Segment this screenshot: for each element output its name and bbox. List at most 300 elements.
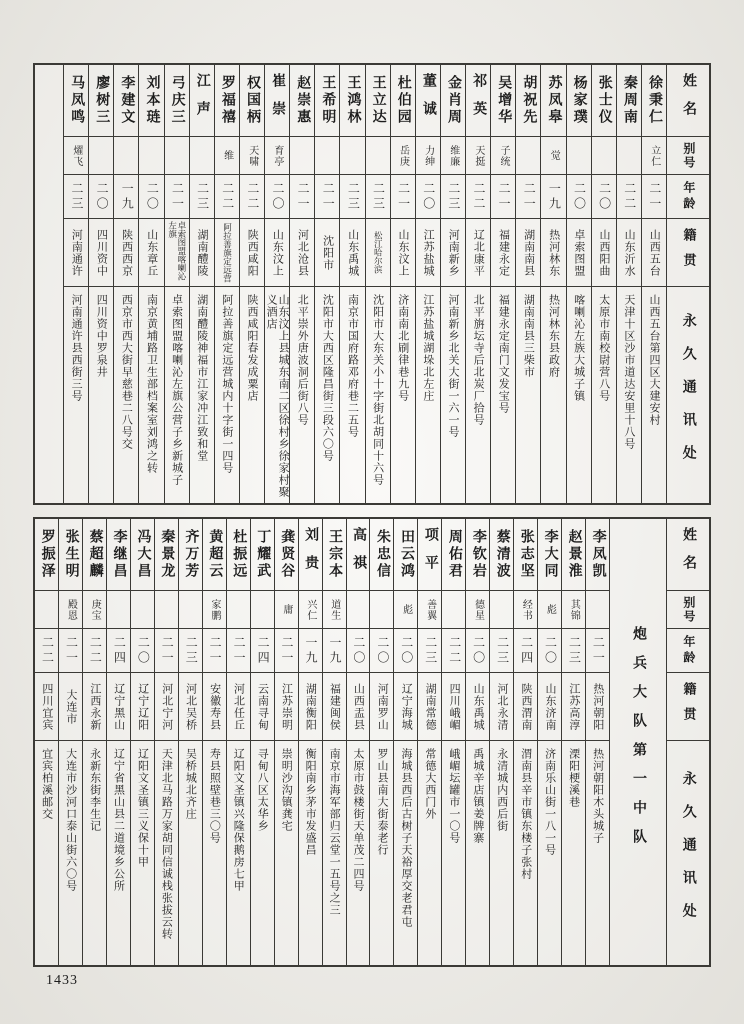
entry-native: 江苏盐城 xyxy=(416,219,440,287)
entry-age: 二〇 xyxy=(538,629,561,673)
entry-alias: 维 xyxy=(215,137,239,175)
entry-name: 赵崇惠 xyxy=(290,65,314,137)
roster-entry-column xyxy=(106,519,130,965)
roster-entry-column xyxy=(390,65,415,503)
entry-alias xyxy=(107,591,130,629)
roster-entry-column xyxy=(566,65,591,503)
entry-name: 李继昌 xyxy=(107,519,130,591)
entry-address: 山东汶上县城东南二区徐村乡徐家村聚义酒店 xyxy=(265,294,290,498)
entry-name: 李钦岩 xyxy=(466,519,489,591)
entry-address: 福建永定南门文发宝号 xyxy=(497,294,510,414)
roster-entry-column xyxy=(322,519,346,965)
entry-alias xyxy=(251,591,274,629)
entry-name: 王希明 xyxy=(315,65,339,137)
entry-age: 二三 xyxy=(190,175,214,219)
entry-address: 湖南醴陵神福市江家冲江致和堂 xyxy=(195,294,208,462)
entry-native: 河北沧县 xyxy=(290,219,314,287)
entry-alias: 天啸 xyxy=(240,137,264,175)
entry-age: 二一 xyxy=(516,175,540,219)
entry-age: 二一 xyxy=(155,629,178,673)
entry-alias: 育亭 xyxy=(265,137,289,175)
entry-alias: 道生 xyxy=(323,591,346,629)
roster-entry-column xyxy=(489,519,513,965)
entry-alias: 立仁 xyxy=(642,137,666,175)
entry-address: 喀喇沁左族大城子镇 xyxy=(572,294,585,402)
entry-age: 一九 xyxy=(114,175,138,219)
entry-name: 李建文 xyxy=(114,65,138,137)
entry-address: 北平崇外唐波洞后街八号 xyxy=(296,294,309,426)
entry-age: 一九 xyxy=(541,175,565,219)
entry-native: 湖南衡阳 xyxy=(299,673,322,741)
entry-native: 河北吴桥 xyxy=(179,673,202,741)
roster-entry-column xyxy=(154,519,178,965)
entry-native: 卓索图盟 xyxy=(567,219,591,287)
entry-age: 二三 xyxy=(340,175,364,219)
entry-native: 山西阳曲 xyxy=(592,219,616,287)
entry-address: 峨嵋坛罐市一〇号 xyxy=(447,748,460,844)
roster-entry-column xyxy=(515,65,540,503)
entry-age: 二一 xyxy=(227,629,250,673)
entry-native: 四川峨嵋 xyxy=(442,673,465,741)
unit-column xyxy=(609,519,666,965)
entry-native: 陕西西京 xyxy=(114,219,138,287)
entry-native: 江西永新 xyxy=(83,673,106,741)
entry-native: 山东汶上 xyxy=(391,219,415,287)
roster-entry-column xyxy=(250,519,274,965)
entry-name: 杨家璞 xyxy=(567,65,591,137)
entry-native: 福建闽侯 xyxy=(323,673,346,741)
entry-address: 崇明沙沟镇龚宅 xyxy=(280,748,293,832)
entry-name: 李大同 xyxy=(538,519,561,591)
header-address: 永久通讯处 xyxy=(680,312,696,478)
roster-entry-column xyxy=(561,519,585,965)
entry-age: 二一 xyxy=(290,175,314,219)
entry-native: 山东禹城 xyxy=(466,673,489,741)
entry-alias xyxy=(347,591,370,629)
entry-address: 辽宁省黑山县二道境乡公所 xyxy=(112,748,125,892)
entry-name: 赵景淮 xyxy=(562,519,585,591)
roster-entry-column xyxy=(585,519,609,965)
unit-label: 炮兵大队第一中队 xyxy=(631,626,646,858)
entry-native: 辽宁海城 xyxy=(394,673,417,741)
entry-name: 董诚 xyxy=(416,65,440,137)
entry-alias xyxy=(114,137,138,175)
entry-address: 衡阳南乡茅市发盛昌 xyxy=(304,748,317,856)
roster-entry-column xyxy=(58,519,82,965)
entry-age: 二一 xyxy=(315,175,339,219)
roster-entry-column xyxy=(113,65,138,503)
entry-native: 湖南常德 xyxy=(418,673,441,741)
entry-address: 常德大西门外 xyxy=(423,748,436,820)
entry-name: 王立达 xyxy=(366,65,390,137)
entry-alias: 家鹏 xyxy=(203,591,226,629)
entry-name: 杜伯园 xyxy=(391,65,415,137)
entry-name: 胡祝先 xyxy=(516,65,540,137)
entry-native: 辽宁辽阳 xyxy=(131,673,154,741)
entry-address: 河南新乡北关大街一六一号 xyxy=(446,294,459,438)
roster-entry-column xyxy=(440,65,465,503)
entry-age: 二一 xyxy=(491,175,515,219)
entry-native: 河南罗山 xyxy=(370,673,393,741)
entry-age: 二〇 xyxy=(370,629,393,673)
entry-age: 二二 xyxy=(240,175,264,219)
roster-entry-column xyxy=(239,65,264,503)
entry-address: 热河林东县政府 xyxy=(547,294,560,378)
entry-name: 张士仪 xyxy=(592,65,616,137)
entry-native: 山西五台 xyxy=(642,219,666,287)
roster-entry-column xyxy=(88,65,113,503)
entry-native: 四川资中 xyxy=(89,219,113,287)
entry-native: 福建永定 xyxy=(491,219,515,287)
entry-native: 沈阳市 xyxy=(315,219,339,287)
entry-alias xyxy=(516,137,540,175)
entry-name: 徐秉仁 xyxy=(642,65,666,137)
entry-address: 西京市西大街早慈巷二八号交 xyxy=(120,294,133,450)
header-address: 永久通讯处 xyxy=(680,770,696,936)
header-native: 籍贯 xyxy=(667,219,709,287)
entry-address: 南京市国府路邓府巷二五号 xyxy=(346,294,359,438)
entry-age: 二〇 xyxy=(567,175,591,219)
entry-native: 陕西渭南 xyxy=(514,673,537,741)
entry-age: 二一 xyxy=(165,175,189,219)
entry-age: 二二 xyxy=(466,175,490,219)
entry-address: 寿县照壁巷三〇号 xyxy=(208,748,221,844)
entry-name: 李凤凯 xyxy=(586,519,609,591)
entry-native: 江苏崇明 xyxy=(275,673,298,741)
entry-address: 永新东街李生记 xyxy=(88,748,101,832)
roster-entry-column xyxy=(417,519,441,965)
entry-age: 二二 xyxy=(442,629,465,673)
entry-address: 北平旃坛寺后北炭厂拾号 xyxy=(472,294,485,426)
entry-name: 江声 xyxy=(190,65,214,137)
entry-native: 山东章丘 xyxy=(139,219,163,287)
header-column xyxy=(666,65,709,503)
entry-alias xyxy=(315,137,339,175)
entry-age: 二一 xyxy=(391,175,415,219)
entry-name: 弓庆三 xyxy=(165,65,189,137)
entry-age: 二四 xyxy=(107,629,130,673)
entry-name: 马凤鸣 xyxy=(64,65,88,137)
entry-address: 辽阳文圣镇三义保十甲 xyxy=(136,748,149,868)
header-native: 籍贯 xyxy=(667,673,709,741)
entry-native: 大连市 xyxy=(59,673,82,741)
entry-native: 河北宁河 xyxy=(155,673,178,741)
entry-name: 罗振泽 xyxy=(35,519,58,591)
header-alias: 别号 xyxy=(667,137,709,175)
entry-address: 罗山县南大街泰老行 xyxy=(376,748,388,856)
entry-name: 朱忠信 xyxy=(370,519,393,591)
entry-age: 二〇 xyxy=(592,175,616,219)
entry-alias xyxy=(617,137,641,175)
roster-entry-column xyxy=(274,519,298,965)
entry-name: 田云鸿 xyxy=(394,519,417,591)
entry-address: 永清城内西后街 xyxy=(495,748,508,832)
roster-entry-column xyxy=(264,65,289,503)
entry-age: 二三 xyxy=(490,629,513,673)
roster-entry-column xyxy=(202,519,226,965)
entry-alias: 子统 xyxy=(491,137,515,175)
entry-name: 秦景龙 xyxy=(155,519,178,591)
entry-age: 一九 xyxy=(323,629,346,673)
header-age: 年龄 xyxy=(667,175,709,219)
entry-alias: 庸 xyxy=(275,591,298,629)
roster-entry-column xyxy=(82,519,106,965)
entry-address: 河南通许县西街三号 xyxy=(70,294,83,402)
entry-address: 南京市海军部归云堂一五号之三 xyxy=(328,748,341,916)
roster-table-bottom xyxy=(33,517,711,967)
entry-alias: 岳庚 xyxy=(391,137,415,175)
entry-name: 祁英 xyxy=(466,65,490,137)
entry-alias xyxy=(227,591,250,629)
roster-entry-column xyxy=(189,65,214,503)
entry-age: 二三 xyxy=(418,629,441,673)
entry-native: 陕西咸阳 xyxy=(240,219,264,287)
entry-alias xyxy=(165,137,189,175)
entry-address: 卓索图盟喀喇沁左旗公营子乡新城子 xyxy=(170,294,183,486)
entry-age: 一九 xyxy=(299,629,322,673)
entry-alias xyxy=(366,137,390,175)
entry-address: 济南乐山街一八一号 xyxy=(543,748,556,856)
entry-name: 刘本琏 xyxy=(139,65,163,137)
entry-address: 济南南北刷律巷九号 xyxy=(396,294,409,402)
entry-age: 二一 xyxy=(642,175,666,219)
entry-alias xyxy=(190,137,214,175)
entry-name: 周佑君 xyxy=(442,519,465,591)
entry-address: 阿拉善旗定远营城内十字街一四号 xyxy=(220,294,233,474)
entry-native: 湖南醴陵 xyxy=(190,219,214,287)
entry-address: 太原市鼓楼街天单茂二四号 xyxy=(352,748,365,892)
roster-entry-column xyxy=(465,519,489,965)
entry-alias: 善翼 xyxy=(418,591,441,629)
entry-native: 河北永清 xyxy=(490,673,513,741)
entry-address: 宜宾柏溪邮交 xyxy=(40,748,53,820)
entry-name: 冯大昌 xyxy=(131,519,154,591)
entry-alias xyxy=(442,591,465,629)
entry-native: 松江哈尔滨 xyxy=(366,219,390,287)
roster-entry-column xyxy=(591,65,616,503)
entry-name: 张志坚 xyxy=(514,519,537,591)
roster-entry-column xyxy=(289,65,314,503)
empty-column xyxy=(35,65,63,503)
entry-name: 蔡清波 xyxy=(490,519,513,591)
entry-name: 齐万芳 xyxy=(179,519,202,591)
entry-address: 陕西咸阳春发成粟店 xyxy=(245,294,258,402)
entry-age: 二一 xyxy=(203,629,226,673)
entry-age: 二〇 xyxy=(265,175,289,219)
entry-age: 二二 xyxy=(35,629,58,673)
roster-entry-column xyxy=(365,65,390,503)
entry-age: 二三 xyxy=(179,629,202,673)
entry-native: 江苏高淳 xyxy=(562,673,585,741)
entry-address: 沈阳市大西区隆昌街三段六〇号 xyxy=(321,294,334,462)
entry-alias: 殿恩 xyxy=(59,591,82,629)
entry-name: 王鸿林 xyxy=(340,65,364,137)
roster-entry-column xyxy=(490,65,515,503)
entry-address: 山西五台第四区大建安村 xyxy=(647,294,660,426)
entry-native: 河南通许 xyxy=(64,219,88,287)
roster-entry-column xyxy=(314,65,339,503)
entry-native: 湖南南县 xyxy=(516,219,540,287)
roster-entry-column xyxy=(393,519,417,965)
roster-entry-column xyxy=(441,519,465,965)
entry-native: 河南新乡 xyxy=(441,219,465,287)
entry-alias: 彪 xyxy=(538,591,561,629)
roster-entry-column xyxy=(346,519,370,965)
entry-alias xyxy=(592,137,616,175)
roster-entry-column xyxy=(415,65,440,503)
entry-age: 二四 xyxy=(514,629,537,673)
entry-alias xyxy=(89,137,113,175)
roster-entry-column xyxy=(369,519,393,965)
entry-alias: 德星 xyxy=(466,591,489,629)
entry-name: 龚贤谷 xyxy=(275,519,298,591)
entry-native: 热河林东 xyxy=(541,219,565,287)
roster-entry-column xyxy=(226,519,250,965)
entry-name: 苏凤皋 xyxy=(541,65,565,137)
entry-age: 二三 xyxy=(562,629,585,673)
roster-entry-column xyxy=(35,519,58,965)
entry-name: 高祺 xyxy=(347,519,370,591)
entry-age: 二〇 xyxy=(466,629,489,673)
entry-name: 蔡超麟 xyxy=(83,519,106,591)
entry-native: 山西盂县 xyxy=(347,673,370,741)
roster-entry-column xyxy=(214,65,239,503)
entry-alias: 彪 xyxy=(394,591,417,629)
entry-alias xyxy=(567,137,591,175)
entry-name: 王宗本 xyxy=(323,519,346,591)
entry-alias: 其锦 xyxy=(562,591,585,629)
entry-native: 山东沂水 xyxy=(617,219,641,287)
roster-entry-column xyxy=(616,65,641,503)
entry-age: 二〇 xyxy=(416,175,440,219)
entry-age: 二〇 xyxy=(89,175,113,219)
entry-address: 吴桥城北齐庄 xyxy=(184,748,197,820)
entry-age: 二三 xyxy=(366,175,390,219)
entry-alias: 觉 xyxy=(541,137,565,175)
header-age: 年龄 xyxy=(667,629,709,673)
roster-entry-column xyxy=(513,519,537,965)
roster-entry-column xyxy=(339,65,364,503)
entry-address: 禹城辛店镇姜牌寨 xyxy=(471,748,484,844)
roster-entry-column xyxy=(63,65,88,503)
roster-entry-column xyxy=(138,65,163,503)
entry-age: 二〇 xyxy=(347,629,370,673)
header-alias: 别号 xyxy=(667,591,709,629)
entry-name: 权国柄 xyxy=(240,65,264,137)
entry-address: 大连市沙河口泰山街六〇号 xyxy=(64,748,77,892)
entry-age: 二二 xyxy=(215,175,239,219)
entry-name: 罗福禧 xyxy=(215,65,239,137)
entry-alias: 庚宝 xyxy=(83,591,106,629)
entry-alias: 兴仁 xyxy=(299,591,322,629)
entry-alias xyxy=(139,137,163,175)
entry-alias: 维廉 xyxy=(441,137,465,175)
entry-name: 崔崇 xyxy=(265,65,289,137)
header-name: 姓名 xyxy=(667,65,709,137)
entry-alias xyxy=(340,137,364,175)
entry-address: 沈阳市大东关小十字街北胡同十六号 xyxy=(371,294,384,486)
entry-address: 南京黄埔路卫生部档案室刘鸿之转 xyxy=(145,294,158,474)
entry-alias xyxy=(290,137,314,175)
roster-entry-column xyxy=(178,519,202,965)
entry-name: 秦周南 xyxy=(617,65,641,137)
entry-alias: 力绅 xyxy=(416,137,440,175)
roster-entry-column xyxy=(130,519,154,965)
entry-age: 二二 xyxy=(83,629,106,673)
entry-native: 辽宁黑山 xyxy=(107,673,130,741)
entry-native: 云南寻甸 xyxy=(251,673,274,741)
entry-address: 海城县西后古树子天裕厚交老君屯 xyxy=(399,748,412,928)
entry-name: 黄超云 xyxy=(203,519,226,591)
entry-address: 太原市南校尉营八号 xyxy=(597,294,610,402)
entry-name: 丁耀武 xyxy=(251,519,274,591)
entry-name: 张生明 xyxy=(59,519,82,591)
entry-address: 渭南县辛市镇东楼子张村 xyxy=(519,748,532,880)
entry-name: 金肖周 xyxy=(441,65,465,137)
page-number: 1433 xyxy=(46,973,78,988)
entry-name: 杜振远 xyxy=(227,519,250,591)
entry-address: 天津十区沙市道达安里十八号 xyxy=(622,294,635,450)
entry-age: 二一 xyxy=(275,629,298,673)
entry-alias xyxy=(35,591,58,629)
entry-address: 湖南南县三柴市 xyxy=(522,294,535,378)
entry-native: 山东禹城 xyxy=(340,219,364,287)
entry-address: 四川资中罗泉井 xyxy=(95,294,108,378)
roster-entry-column xyxy=(298,519,322,965)
entry-alias xyxy=(131,591,154,629)
roster-entry-column xyxy=(641,65,666,503)
entry-age: 二一 xyxy=(59,629,82,673)
entry-address: 天津北马路万家胡同信诚栈张拔云转 xyxy=(160,748,173,940)
entry-age: 二〇 xyxy=(394,629,417,673)
entry-address: 江苏盐城湖垛北左庄 xyxy=(421,294,434,402)
entry-age: 二〇 xyxy=(131,629,154,673)
header-name: 姓名 xyxy=(667,519,709,591)
entry-native: 卓索图盟喀喇沁左旗 xyxy=(165,219,189,287)
entry-address: 热河朝阳木头城子 xyxy=(591,748,604,844)
entry-native: 河北任丘 xyxy=(227,673,250,741)
roster-table-top xyxy=(33,63,711,505)
entry-age: 二四 xyxy=(251,629,274,673)
entry-alias: 经书 xyxy=(514,591,537,629)
entry-address: 溧阳梗溪巷 xyxy=(567,748,580,808)
entry-age: 二二 xyxy=(617,175,641,219)
entry-native: 山东济南 xyxy=(538,673,561,741)
entry-age: 二三 xyxy=(64,175,88,219)
entry-alias xyxy=(179,591,202,629)
entry-age: 二〇 xyxy=(139,175,163,219)
entry-name: 刘贵 xyxy=(299,519,322,591)
entry-native: 辽北康平 xyxy=(466,219,490,287)
entry-alias xyxy=(370,591,393,629)
entry-alias xyxy=(155,591,178,629)
entry-age: 二一 xyxy=(586,629,609,673)
entry-native: 阿拉善旗定远营 xyxy=(215,219,239,287)
roster-entry-column xyxy=(465,65,490,503)
entry-alias xyxy=(586,591,609,629)
entry-name: 项平 xyxy=(418,519,441,591)
entry-native: 热河朝阳 xyxy=(586,673,609,741)
entry-address: 寻甸八区太华乡 xyxy=(256,748,269,832)
header-column xyxy=(666,519,709,965)
roster-entry-column xyxy=(540,65,565,503)
entry-alias xyxy=(490,591,513,629)
entry-native: 山东汶上 xyxy=(265,219,289,287)
entry-native: 安徽寿县 xyxy=(203,673,226,741)
roster-entry-column xyxy=(164,65,189,503)
entry-name: 廖树三 xyxy=(89,65,113,137)
entry-age: 二三 xyxy=(441,175,465,219)
